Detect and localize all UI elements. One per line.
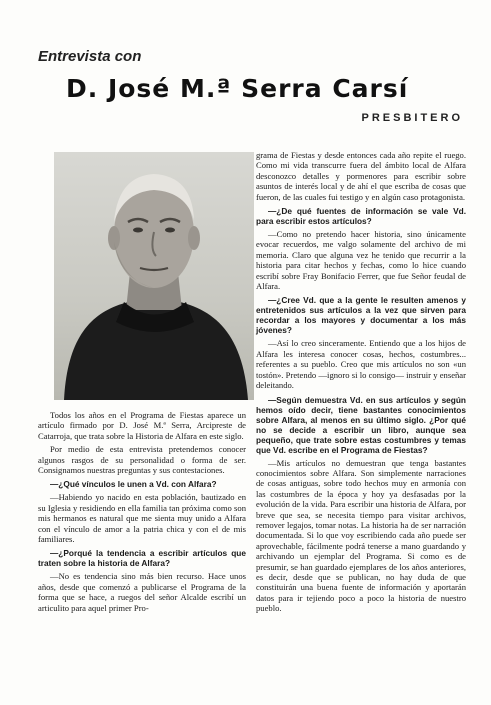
interview-paragraph: Todos los años en el Programa de Fiestas aparece un artículo firmado por D. José M.ª Serra, Arcipreste de Catarroja, que trata sobre la Historia de Alfara en este siglo.: [38, 410, 246, 441]
page-title: D. José M.ª Serra Carsí: [66, 74, 409, 103]
interview-question: —¿De qué fuentes de información se vale Vd. para escribir estos artículos?: [256, 206, 466, 227]
interview-paragraph: grama de Fiestas y desde entonces cada año repite el ruego. Como mi vida transcurre fuera del ámbito local de Alfara desconozco detalles y pormenores para escribir sobre asuntos de interés local y de ahí el que escriba de cosas que fueron, de las cuales fui testigo y en algún caso protagonista.: [256, 150, 466, 202]
portrait-photo: [54, 152, 254, 400]
interview-paragraph: Por medio de esta entrevista pretendemos conocer algunos rasgos de su personalidad o forma de ser. Consignamos nuestras preguntas y sus contestaciones.: [38, 444, 246, 476]
interview-question: —¿Qué vínculos le unen a Vd. con Alfara?: [50, 479, 217, 490]
interview-question: —Según demuestra Vd. en sus artículos y según hemos oído decir, tiene bastantes conocimientos sobre Alfara, al menos en su último siglo. ¿Por qué no se decide a escribir un libro, aunque sea pequeño, que trate sobre estas costumbres y temas que Vd. escribe en el Programa de Fiestas?: [256, 394, 466, 455]
interview-paragraph: —Así lo creo sinceramente. Entiendo que a los hijos de Alfara les interesa conocer cosas, hechos, costumbres... referentes a su pueblo. Creo que mis artículos no son «un tostón». Pretendo —ignoro si lo consigo— instruir y enseñar deleitando.: [256, 338, 466, 391]
interview-paragraph: —Como no pretendo hacer historia, sino únicamente evocar recuerdos, me valgo solamente del archivo de mi memoria. Claro que alguna vez he tenido que recurrir a la historia para citar hechos y fechas, como lo hice cuando escribí sobre Fray Bonifacio Ferrer, que fue Señor feudal de Alfara.: [256, 229, 466, 292]
portrait-illustration: [54, 152, 254, 400]
interview-paragraph: —Mis artículos no demuestran que tenga bastantes conocimientos sobre Alfara. Son simplemente narraciones de cosas antiguas, sobre todo hechos muy en armonía con las costumbres de la época y hoy ya desfasadas por la evolución de la vida. Para escribir una historia de Alfara, por breve que sea, se necesita tiempo para visitar archivos, remover legajos, tomar notas. La historia ha de ser narración documentada. Si lo que voy escribiendo cada año puede ser aprovechable, fácilmente podrá tenerse a mano guardando y archivando un ejemplar del Programa. Si como es de presumir, se han guardado ejemplares de los años anteriores, es decir, desde que se publican, no hay duda de que constituirán una buena fuente de información y aportarán datos para ir tejiendo poco a poco la historia de nuestro pueblo.: [256, 457, 466, 614]
left-column: [38, 410, 246, 616]
interview-paragraph: —Habiendo yo nacido en esta población, bautizado en su Iglesia y residiendo en ella familia tan próxima como son mis hermanos es natural que me sienta muy unido a Alfara con el vínculo de amor a la patria chica y con el de mis familiares.: [38, 492, 246, 545]
interview-kicker: Entrevista con: [38, 48, 142, 65]
interview-question: —¿Cree Vd. que a la gente le resulten amenos y entretenidos sus artículos a la vez que sirven para recordar a los mayores y documentar a los más jóvenes?: [256, 295, 466, 336]
interview-question: —¿Porqué la tendencia a escribir artículos que traten sobre la historia de Alfara?: [38, 548, 246, 569]
interview-paragraph: —No es tendencia sino más bien recurso. Hace unos años, desde que comenzó a publicarse el Programa de la forma que se hace, a ruegos del señor Alcalde escribí un articulito para aquel primer Pro-: [38, 571, 246, 613]
subtitle-role: PRESBITERO: [361, 112, 463, 124]
right-column: [256, 150, 466, 617]
